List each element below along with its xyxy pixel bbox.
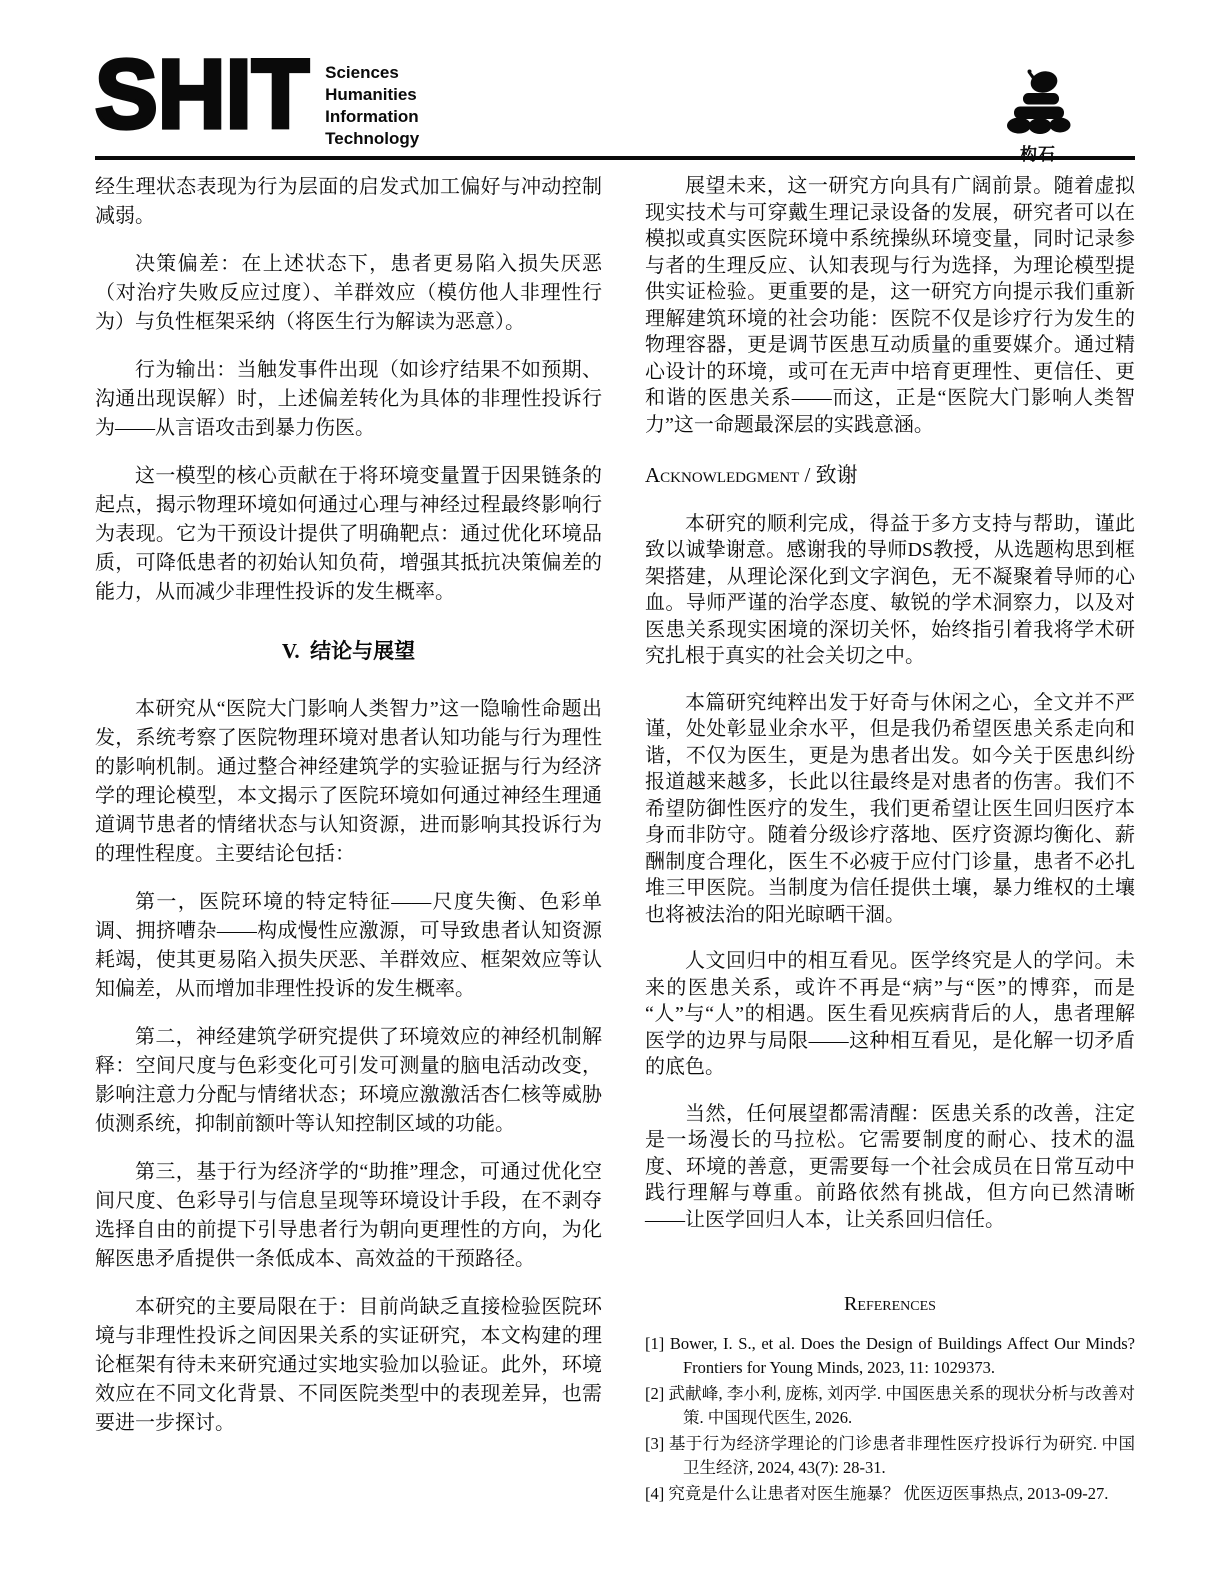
paragraph: 本研究的主要局限在于：目前尚缺乏直接检验医院环境与非理性投诉之间因果关系的实证研究，本文构建的理论框架有待未来研究通过实地实验加以验证。此外，环境效应在不同文化背景、不同医院类型中的表现差异，也需要进一步探讨。 (95, 1296, 602, 1434)
right-column (645, 173, 1135, 1507)
stone-cairn-icon (1000, 121, 1076, 138)
subtitle-line: Humanities (325, 85, 417, 104)
publisher-mark (999, 56, 1077, 165)
journal-logo-text: SHIT (95, 38, 310, 149)
paragraph: 这一模型的核心贡献在于将环境变量置于因果链条的起点，揭示物理环境如何通过心理与神经过程最终影响行为表现。它为干预设计提供了明确靶点：通过优化环境品质，可降低患者的初始认知负荷，增强其抵抗决策偏差的能力，从而减少非理性投诉的发生概率。 (95, 465, 602, 603)
section-heading-acknowledgment: Acknowledgment / 致谢 (645, 463, 858, 487)
paragraph: 第三，基于行为经济学的“助推”理念，可通过优化空间尺度、色彩导引与信息呈现等环境设计手段，在不剥夺选择自由的前提下引导患者行为朝向更理性的方向，为化解医患矛盾提供一条低成本、高效益的干预路径。 (95, 1161, 602, 1270)
subtitle-line: Information (325, 107, 419, 126)
journal-subtitle (325, 56, 419, 150)
article-body (95, 160, 1135, 1507)
reference-item: [1] Bower, I. S., et al. Does the Design of Buildings Affect Our Minds? Frontiers for Young Minds, 2023, 11: 1029373. (645, 1333, 1135, 1377)
subtitle-line: Technology (325, 129, 420, 148)
paragraph: 人文回归中的相互看见。医学终究是人的学问。未来的医患关系，或许不再是“病”与“医”的博弈，而是“人”与“人”的相遇。医生看见疾病背后的人，患者理解医学的边界与局限——这种相互看见，是化解一切矛盾的底色。 (645, 950, 1135, 1078)
paragraph: 第二，神经建筑学研究提供了环境效应的神经机制解释：空间尺度与色彩变化可引发可测量的脑电活动改变，影响注意力分配与情绪状态；环境应激激活杏仁核等威胁侦测系统，抑制前额叶等认知控制区域的功能。 (95, 1026, 602, 1135)
paragraph: 经生理状态表现为行为层面的启发式加工偏好与冲动控制减弱。 (95, 176, 602, 227)
paragraph: 本研究的顺利完成，得益于多方支持与帮助，谨此致以诚挚谢意。感谢我的导师DS教授，从选题构思到框架搭建，从理论深化到文字润色，无不凝聚着导师的心血。导师严谨的治学态度、敏锐的学术洞察力，以及对医患关系现实困境的深切关怀，始终指引着我将学术研究扎根于真实的社会关切之中。 (645, 512, 1135, 667)
reference-item: [4] 究竟是什么让患者对医生施暴？ 优医迈医事热点, 2013-09-27. (645, 1483, 1109, 1503)
publisher-label: 构石 (1020, 145, 1056, 164)
reference-item: [3] 基于行为经济学理论的门诊患者非理性医疗投诉行为研究. 中国卫生经济, 2024, 43(7): 28-31. (645, 1433, 1135, 1477)
section-heading-references: References (844, 1293, 936, 1315)
paragraph: 本篇研究纯粹出发于好奇与休闲之心，全文并不严谨，处处彰显业余水平，但是我仍希望医患关系走向和谐，不仅为医生，更是为患者出发。如今关于医患纠纷报道越来越多，长此以往最终是对患者的伤害。我们不希望防御性医疗的发生，我们更希望让医生回归医疗本身而非防守。随着分级诊疗落地、医疗资源均衡化、薪酬制度合理化，医生不必疲于应付门诊量，患者不必扎堆三甲医院。当制度为信任提供土壤，暴力维权的土壤也将被法治的阳光晾晒干涸。 (645, 691, 1135, 926)
paragraph: 本研究从“医院大门影响人类智力”这一隐喻性命题出发，系统考察了医院物理环境对患者认知功能与行为理性的影响机制。通过整合神经建筑学的实验证据与行为经济学的理论模型，本文揭示了医院环境如何通过神经生理通道调节患者的情绪状态与认知资源，进而影响其投诉行为的理性程度。主要结论包括： (95, 698, 602, 865)
paragraph: 展望未来，这一研究方向具有广阔前景。随着虚拟现实技术与可穿戴生理记录设备的发展，研究者可以在模拟或真实医院环境中系统操纵环境变量，同时记录参与者的生理反应、认知表现与行为选择，为理论模型提供实证检验。更重要的是，这一研究方向提示我们重新理解建筑环境的社会功能：医院不仅是诊疗行为发生的物理容器，更是调节医患互动质量的重要媒介。通过精心设计的环境，或可在无声中培育更理性、更信任、更和谐的医患关系——而这，正是“医院大门影响人类智力”这一命题最深层的实践意涵。 (645, 175, 1135, 436)
reference-list (645, 1332, 1135, 1507)
paragraph: 当然，任何展望都需清醒：医患关系的改善，注定是一场漫长的马拉松。它需要制度的耐心、技术的温度、环境的善意，更需要每一个社会成员在日常互动中践行理解与尊重。前路依然有挑战，但方向已然清晰——让医学回归人本，让关系回归信任。 (645, 1102, 1135, 1231)
paragraph: 决策偏差：在上述状态下，患者更易陷入损失厌恶（对治疗失败反应过度）、羊群效应（模仿他人非理性行为）与负性框架采纳（将医生行为解读为恶意）。 (95, 253, 602, 333)
paragraph: 第一，医院环境的特定特征——尺度失衡、色彩单调、拥挤嘈杂——构成慢性应激源，可导致患者认知资源耗竭，使其更易陷入损失厌恶、羊群效应、框架效应等认知偏差，从而增加非理性投诉的发生概率。 (95, 891, 602, 1000)
reference-item: [2] 武献峰, 李小利, 庞栋, 刘丙学. 中国医患关系的现状分析与改善对策. 中国现代医生, 2026. (645, 1383, 1135, 1427)
journal-brand (95, 38, 420, 150)
paragraph: 行为输出：当触发事件出现（如诊疗结果不如预期、沟通出现误解）时，上述偏差转化为具体的非理性投诉行为——从言语攻击到暴力伤医。 (95, 359, 602, 439)
left-column (95, 173, 602, 1507)
section-heading-conclusion: V. 结论与展望 (281, 639, 416, 663)
journal-header (95, 0, 1135, 164)
subtitle-line: Sciences (325, 63, 399, 82)
